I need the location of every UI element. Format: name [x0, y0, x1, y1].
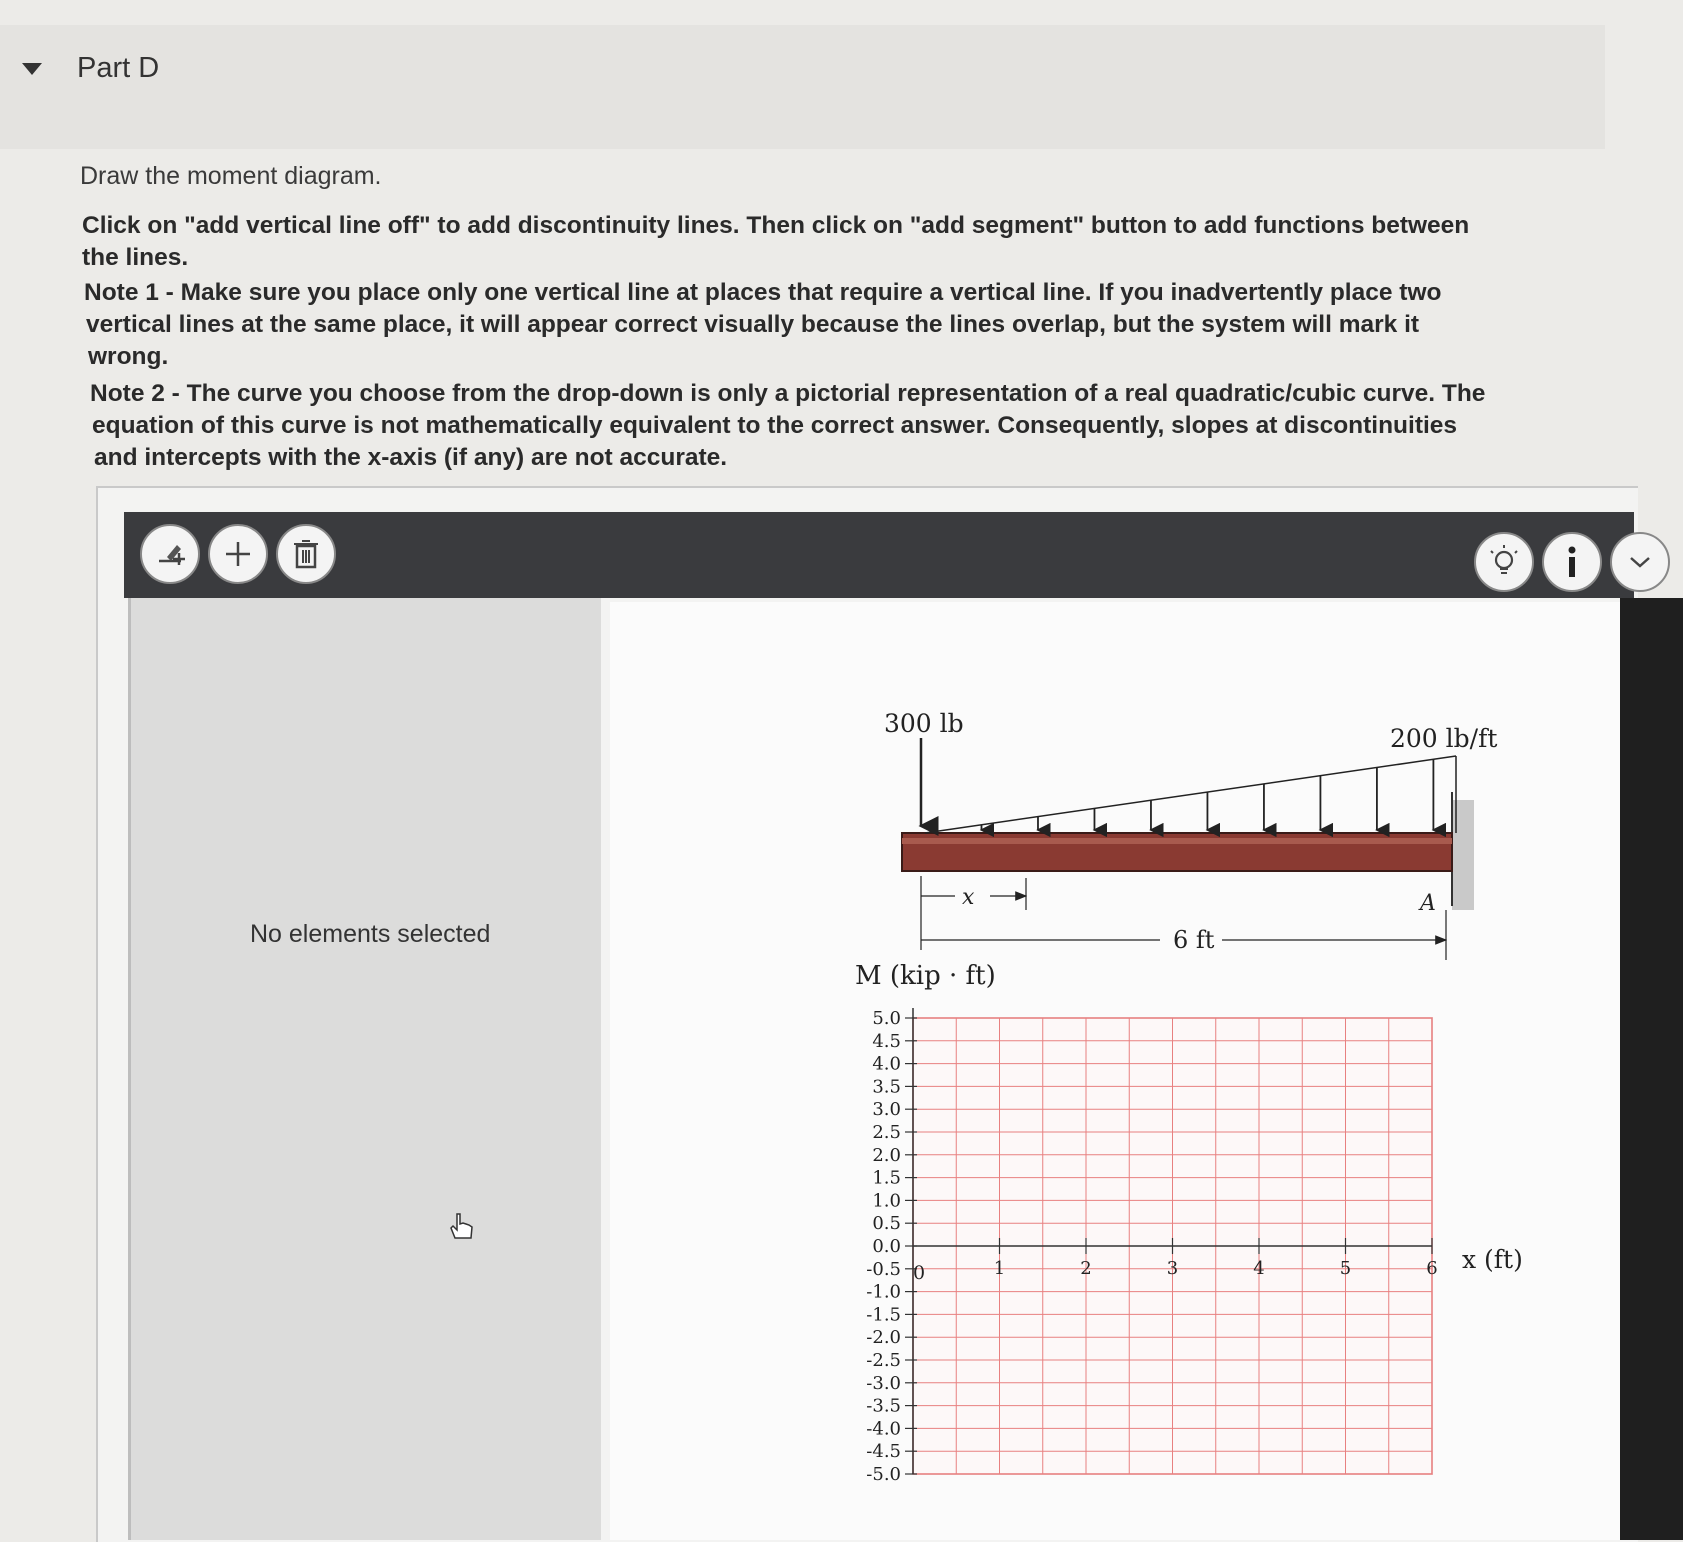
y-tick-label: 2.0	[872, 1144, 901, 1166]
y-tick-label: 0.5	[872, 1213, 901, 1235]
y-tick-label: 0.0	[872, 1236, 901, 1257]
no-selection-message: No elements selected	[250, 920, 491, 948]
length-label: 6 ft	[1173, 926, 1215, 954]
y-tick-label: -1.0	[866, 1281, 901, 1303]
note-1-line: vertical lines at the same place, it will appear correct visually because the lines overlap, but the system will mark it	[86, 311, 1420, 338]
y-tick-label: 3.5	[872, 1076, 901, 1098]
y-tick-label: 5.0	[872, 1008, 901, 1029]
x-tick-label: 5	[1339, 1258, 1352, 1279]
x-dimension-label: x	[962, 885, 975, 910]
y-tick-label: 1.5	[872, 1167, 901, 1189]
y-tick-label: 4.0	[872, 1053, 901, 1075]
y-tick-label: -4.0	[866, 1418, 901, 1440]
origin-label: 0	[913, 1262, 926, 1284]
note-1-line: Note 1 - Make sure you place only one vertical line at places that require a vertical line. If you inadvertently place two	[84, 279, 1442, 306]
x-axis-title: x (ft)	[1462, 1245, 1523, 1274]
y-tick-label: -3.0	[866, 1372, 901, 1394]
y-axis-title: M (kip · ft)	[855, 961, 996, 991]
part-title: Part D	[77, 52, 160, 84]
dist-load-label: 200 lb/ft	[1390, 724, 1498, 753]
y-tick-label: -3.5	[866, 1395, 901, 1417]
x-tick-label: 3	[1166, 1258, 1179, 1279]
instruction-line: Click on "add vertical line off" to add discontinuity lines. Then click on "add segment" button to add functions between	[82, 212, 1470, 239]
y-tick-label: -5.0	[866, 1464, 901, 1485]
y-tick-label: -4.5	[866, 1441, 901, 1463]
x-tick-label: 2	[1080, 1258, 1092, 1279]
x-tick-label: 1	[993, 1258, 1006, 1279]
y-tick-label: 3.0	[872, 1099, 901, 1121]
x-tick-label: 6	[1426, 1258, 1438, 1279]
x-tick-label: 4	[1253, 1258, 1265, 1279]
note-1-line: wrong.	[88, 343, 169, 370]
y-tick-label: 4.5	[872, 1030, 901, 1052]
note-2-line: Note 2 - The curve you choose from the drop-down is only a pictorial representation of a real quadratic/cubic curve. The	[90, 380, 1486, 407]
y-tick-label: 2.5	[872, 1122, 901, 1143]
y-tick-label: -1.5	[866, 1304, 901, 1326]
y-tick-label: -0.5	[866, 1258, 901, 1280]
intro-text: Draw the moment diagram.	[80, 162, 382, 190]
note-2-line: and intercepts with the x-axis (if any) are not accurate.	[94, 444, 728, 471]
note-2-line: equation of this curve is not mathematically equivalent to the correct answer. Consequently, slopes at discontinuities	[92, 412, 1458, 439]
point-load-label: 300 lb	[884, 709, 964, 738]
support-label: A	[1420, 891, 1436, 916]
instruction-line: the lines.	[82, 244, 189, 271]
y-tick-label: 1.0	[872, 1190, 901, 1212]
y-tick-label: -2.0	[866, 1327, 901, 1349]
y-tick-label: -2.5	[866, 1350, 901, 1371]
